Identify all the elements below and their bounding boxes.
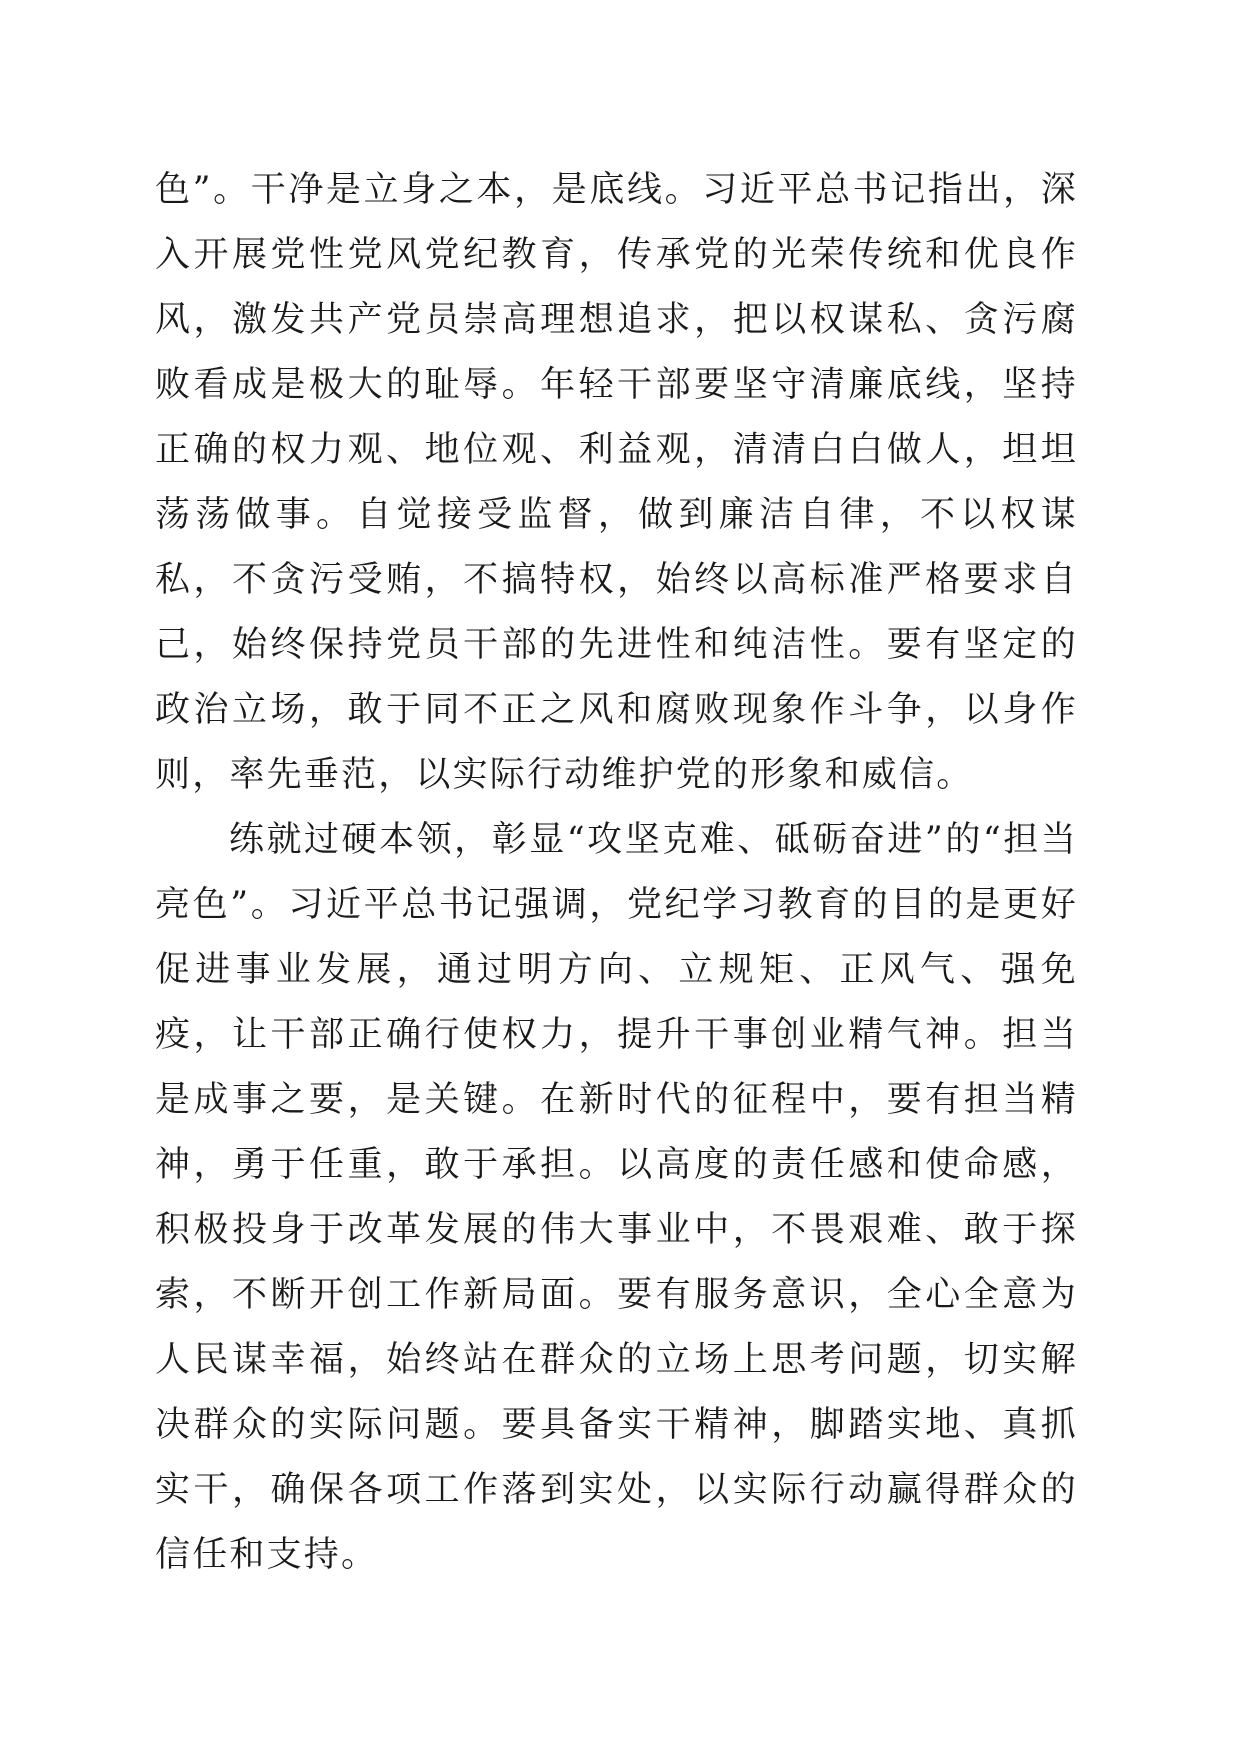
paragraph-responsibility: 练就过硬本领，彰显“攻坚克难、砥砺奋进”的“担当亮色”。习近平总书记强调，党纪学习教育的目的是更好促进事业发展，通过明方向、立规矩、正风气、强免疫，让干部正确行使权力，提升干事创业精气神。担当是成事之要，是关键。在新时代的征程中，要有担当精神，勇于任重，敢于承担。以高度的责任感和使命感，积极投身于改革发展的伟大事业中，不畏艰难、敢于探索，不断开创工作新局面。要有服务意识，全心全意为人民谋幸福，始终站在群众的立场上思考问题，切实解决群众的实际问题。要具备实干精神，脚踏实地、真抓实干，确保各项工作落到实处，以实际行动赢得群众的信任和支持。 — [155, 820, 1078, 1575]
paragraph-integrity: 色”。干净是立身之本，是底线。习近平总书记指出，深入开展党性党风党纪教育，传承党的光荣传统和优良作风，激发共产党员崇高理想追求，把以权谋私、贪污腐败看成是极大的耻辱。年轻干部要坚守清廉底线，坚持正确的权力观、地位观、利益观，清清白白做人，坦坦荡荡做事。自觉接受监督，做到廉洁自律，不以权谋私，不贪污受贿，不搞特权，始终以高标准严格要求自己，始终保持党员干部的先进性和纯洁性。要有坚定的政治立场，敢于同不正之风和腐败现象作斗争，以身作则，率先垂范，以实际行动维护党的形象和威信。 — [155, 170, 1078, 795]
document-body — [155, 158, 1078, 1588]
